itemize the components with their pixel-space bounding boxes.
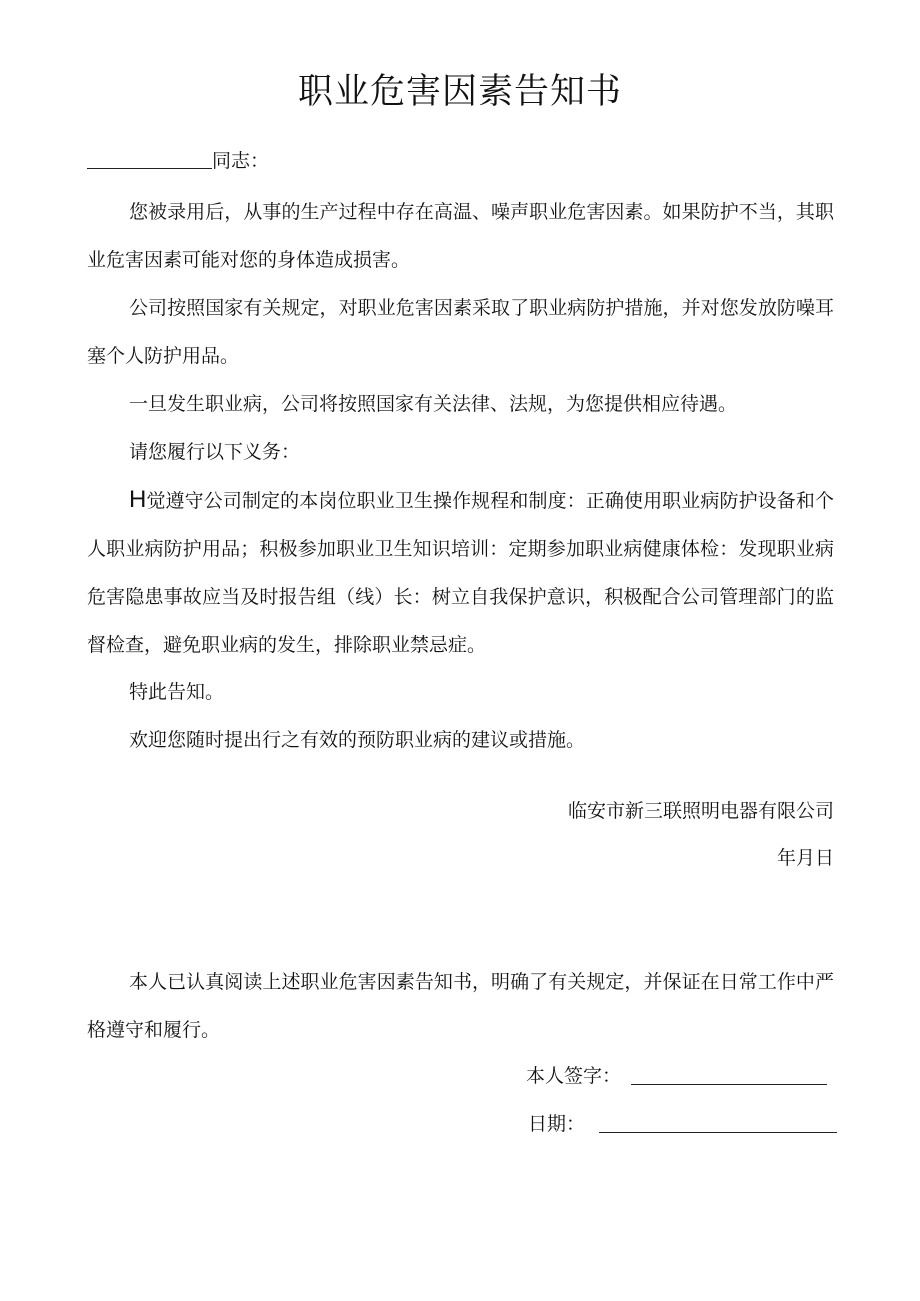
paragraph-acknowledgement: 本人已认真阅读上述职业危害因素告知书，明确了有关规定，并保证在日常工作中严格遵守和履行。 <box>87 971 834 1041</box>
paragraph-compensation: 一旦发生职业病，公司将按照国家有关法律、法规，为您提供相应待遇。 <box>129 393 738 415</box>
document-title: 职业危害因素告知书 <box>297 72 622 112</box>
paragraph-notice-end: 特此告知。 <box>129 681 225 703</box>
signature-blank-line[interactable] <box>631 1062 827 1085</box>
paragraph-obligations <box>87 476 834 669</box>
date-label: 日期： <box>528 1113 586 1135</box>
paragraph-obligations-intro: 请您履行以下义务： <box>129 441 301 463</box>
issue-date: 年月日 <box>776 847 834 869</box>
signature-row <box>526 1061 827 1091</box>
company-name: 临安市新三联照明电器有限公司 <box>567 800 834 822</box>
salutation-suffix: 同志： <box>212 150 270 172</box>
paragraph-suggestions: 欢迎您随时提出行之有效的预防职业病的建议或措施。 <box>129 729 586 751</box>
paragraph-hazard-notice: 您被录用后，从事的生产过程中存在高温、噪声职业危害因素。如果防护不当，其职业危害因素可能对您的身体造成损害。 <box>87 201 834 271</box>
obligations-text: 觉遵守公司制定的本岗位职业卫生操作规程和制度：正确使用职业病防护设备和个人职业病防护用品；积极参加职业卫生知识培训：定期参加职业病健康体检：发现职业病危害隐患事故应当及时报告组（线）长：树立自我保护意识，积极配合公司管理部门的监督检查，避免职业病的发生，排除职业禁忌症。 <box>87 490 834 656</box>
salutation <box>87 146 269 176</box>
date-row <box>528 1109 837 1139</box>
name-blank-line[interactable] <box>87 148 212 169</box>
signature-label: 本人签字： <box>526 1065 622 1087</box>
obligations-lead-char: H <box>129 486 147 513</box>
date-blank-line[interactable] <box>599 1110 837 1133</box>
paragraph-protection-measures: 公司按照国家有关规定，对职业危害因素采取了职业病防护措施，并对您发放防噪耳塞个人防护用品。 <box>87 297 834 367</box>
